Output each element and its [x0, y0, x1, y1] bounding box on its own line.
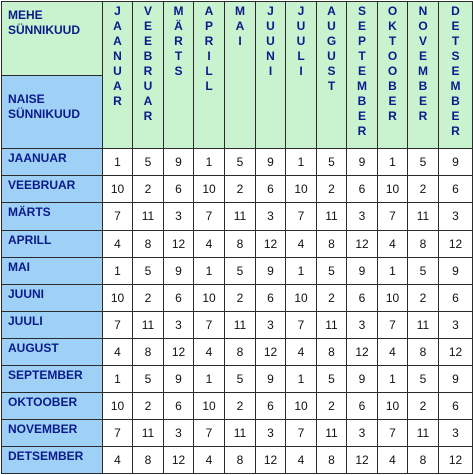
table-cell: 3	[347, 203, 378, 230]
table-cell: 7	[286, 419, 317, 446]
row-header-august: AUGUST	[2, 338, 103, 365]
table-cell: 6	[256, 284, 286, 311]
table-cell: 12	[347, 446, 378, 473]
table-cell: 4	[286, 230, 317, 257]
table-cell: 6	[439, 284, 473, 311]
mother-birth-month-header	[2, 75, 103, 149]
table-cell: 6	[347, 284, 378, 311]
table-cell: 4	[194, 230, 225, 257]
table-row	[2, 284, 473, 311]
row-header-jaanuar: JAANUAR	[2, 149, 103, 176]
table-cell: 8	[225, 338, 256, 365]
table-cell: 11	[133, 419, 164, 446]
table-cell: 8	[317, 446, 347, 473]
table-cell: 3	[256, 419, 286, 446]
column-header-oktoober	[378, 2, 408, 149]
row-header-november: NOVEMBER	[2, 419, 103, 446]
table-cell: 5	[225, 149, 256, 176]
table-cell: 12	[439, 338, 473, 365]
table-cell: 9	[256, 149, 286, 176]
column-header-märts	[164, 2, 194, 149]
table-cell: 6	[439, 176, 473, 203]
table-cell: 2	[317, 176, 347, 203]
table-cell: 7	[194, 311, 225, 338]
table-cell: 7	[378, 203, 408, 230]
row-header-juuli: JUULI	[2, 311, 103, 338]
row-header-juuni: JUUNI	[2, 284, 103, 311]
column-header-label: O K T O O B E R	[387, 4, 398, 123]
table-cell: 7	[194, 203, 225, 230]
table-cell: 3	[439, 419, 473, 446]
row-header-mai: MAI	[2, 257, 103, 284]
table-cell: 1	[194, 257, 225, 284]
table-cell: 2	[408, 284, 439, 311]
table-cell: 12	[347, 338, 378, 365]
table-cell: 3	[164, 311, 194, 338]
table-cell: 12	[347, 230, 378, 257]
table-cell: 11	[133, 311, 164, 338]
table-cell: 5	[408, 149, 439, 176]
table-cell: 2	[133, 284, 164, 311]
table-cell: 5	[133, 257, 164, 284]
table-cell: 9	[439, 149, 473, 176]
table-cell: 6	[256, 392, 286, 419]
table-row	[2, 392, 473, 419]
table-cell: 4	[378, 446, 408, 473]
column-header-label: V E E B R U A R	[143, 4, 153, 123]
table-row	[2, 230, 473, 257]
table-cell: 8	[133, 230, 164, 257]
table-cell: 10	[194, 392, 225, 419]
table-cell: 2	[408, 392, 439, 419]
table-row	[2, 419, 473, 446]
table-cell: 5	[133, 149, 164, 176]
column-header-label: M A I	[235, 4, 245, 48]
table-row	[2, 338, 473, 365]
column-header-august	[317, 2, 347, 149]
table-cell: 10	[103, 392, 133, 419]
table-cell: 5	[225, 365, 256, 392]
table-cell: 2	[408, 176, 439, 203]
table-cell: 11	[225, 419, 256, 446]
table-cell: 4	[286, 446, 317, 473]
table-cell: 4	[103, 230, 133, 257]
table-cell: 9	[439, 365, 473, 392]
table-cell: 11	[225, 311, 256, 338]
table-cell: 6	[347, 392, 378, 419]
table-cell: 9	[347, 257, 378, 284]
table-cell: 1	[286, 257, 317, 284]
table-cell: 4	[103, 338, 133, 365]
table-cell: 6	[164, 176, 194, 203]
table-cell: 8	[408, 338, 439, 365]
column-header-juuni	[256, 2, 286, 149]
table-cell: 10	[286, 176, 317, 203]
table-cell: 9	[439, 257, 473, 284]
table-cell: 5	[317, 257, 347, 284]
table-cell: 5	[408, 365, 439, 392]
table-cell: 9	[256, 257, 286, 284]
table-cell: 1	[194, 365, 225, 392]
column-header-label: D E T S E M B E R	[450, 4, 461, 138]
table-cell: 9	[347, 149, 378, 176]
table-cell: 4	[103, 446, 133, 473]
table-cell: 4	[286, 338, 317, 365]
table-cell: 1	[378, 365, 408, 392]
row-header-veebruar: VEEBRUAR	[2, 176, 103, 203]
column-header-november	[408, 2, 439, 149]
table-cell: 3	[256, 311, 286, 338]
table-cell: 10	[378, 284, 408, 311]
column-header-label: J U U L I	[296, 4, 306, 78]
table-cell: 6	[439, 392, 473, 419]
table-cell: 11	[408, 311, 439, 338]
table-cell: 10	[103, 176, 133, 203]
table-cell: 11	[317, 203, 347, 230]
table-cell: 4	[378, 230, 408, 257]
table-cell: 10	[378, 176, 408, 203]
column-header-label: J A A N U A R	[113, 4, 122, 108]
row-header-oktoober: OKTOOBER	[2, 392, 103, 419]
column-header-label: J U U N I	[266, 4, 275, 78]
table-cell: 8	[317, 230, 347, 257]
table-cell: 2	[225, 284, 256, 311]
table-cell: 3	[347, 311, 378, 338]
table-cell: 12	[164, 338, 194, 365]
table-row	[2, 365, 473, 392]
table-cell: 12	[164, 446, 194, 473]
table-cell: 8	[408, 230, 439, 257]
table-cell: 1	[286, 149, 317, 176]
table-cell: 5	[317, 365, 347, 392]
row-header-aprill: APRILL	[2, 230, 103, 257]
table-cell: 11	[317, 311, 347, 338]
table-cell: 12	[164, 230, 194, 257]
table-cell: 3	[439, 203, 473, 230]
father-label-line-1: MEHE	[8, 8, 43, 22]
table-cell: 1	[103, 149, 133, 176]
table-cell: 7	[286, 311, 317, 338]
table-cell: 1	[286, 365, 317, 392]
row-header-detsember: DETSEMBER	[2, 446, 103, 473]
table-cell: 8	[317, 338, 347, 365]
table-cell: 7	[378, 419, 408, 446]
table-cell: 11	[317, 419, 347, 446]
father-birth-month-header	[2, 2, 103, 76]
table-cell: 11	[408, 203, 439, 230]
table-cell: 6	[164, 392, 194, 419]
table-row	[2, 257, 473, 284]
column-header-label: N O V E M B E R	[418, 4, 428, 123]
table-cell: 1	[103, 257, 133, 284]
table-cell: 3	[439, 311, 473, 338]
table-cell: 2	[133, 176, 164, 203]
table-cell: 7	[103, 311, 133, 338]
table-cell: 8	[225, 230, 256, 257]
table-cell: 12	[256, 446, 286, 473]
table-cell: 5	[225, 257, 256, 284]
birth-month-table	[1, 1, 473, 474]
row-header-september: SEPTEMBER	[2, 365, 103, 392]
table-cell: 10	[194, 284, 225, 311]
table-cell: 1	[378, 257, 408, 284]
table-cell: 7	[194, 419, 225, 446]
father-label-line-2: SÜNNIKUUD	[8, 23, 80, 37]
mother-label-line-2: SÜNNIKUUD	[8, 106, 80, 121]
column-header-label: M Ä R T S	[173, 4, 184, 78]
table-cell: 3	[347, 419, 378, 446]
table-cell: 9	[164, 257, 194, 284]
table-cell: 7	[103, 419, 133, 446]
table-cell: 12	[439, 230, 473, 257]
table-cell: 2	[225, 176, 256, 203]
column-header-jaanuar	[103, 2, 133, 149]
table-cell: 6	[256, 176, 286, 203]
table-cell: 8	[408, 446, 439, 473]
table-cell: 8	[133, 338, 164, 365]
table-cell: 9	[164, 365, 194, 392]
table-cell: 2	[225, 392, 256, 419]
column-header-september	[347, 2, 378, 149]
table-cell: 1	[378, 149, 408, 176]
table-cell: 4	[194, 446, 225, 473]
column-header-aprill	[194, 2, 225, 149]
table-cell: 9	[256, 365, 286, 392]
table-cell: 5	[133, 365, 164, 392]
row-header-märts: MÄRTS	[2, 203, 103, 230]
table-cell: 7	[286, 203, 317, 230]
table-cell: 2	[317, 284, 347, 311]
table-row	[2, 203, 473, 230]
table-cell: 10	[286, 284, 317, 311]
table-cell: 10	[378, 392, 408, 419]
column-header-juuli	[286, 2, 317, 149]
table-cell: 12	[256, 230, 286, 257]
table-cell: 4	[194, 338, 225, 365]
table-cell: 6	[347, 176, 378, 203]
table-row	[2, 311, 473, 338]
table-cell: 1	[194, 149, 225, 176]
table-cell: 7	[103, 203, 133, 230]
table-cell: 9	[164, 149, 194, 176]
table-cell: 5	[408, 257, 439, 284]
table-row	[2, 176, 473, 203]
column-header-label: A P R I L L	[204, 4, 214, 93]
table-cell: 11	[225, 203, 256, 230]
column-header-label: S E P T E M B E R	[357, 4, 367, 138]
table-row	[2, 446, 473, 473]
table-cell: 3	[164, 419, 194, 446]
table-row	[2, 149, 473, 176]
table-cell: 8	[225, 446, 256, 473]
table-cell: 12	[439, 446, 473, 473]
table-cell: 2	[317, 392, 347, 419]
table-cell: 11	[408, 419, 439, 446]
table-cell: 10	[103, 284, 133, 311]
table-cell: 3	[164, 203, 194, 230]
table-cell: 11	[133, 203, 164, 230]
table-cell: 6	[164, 284, 194, 311]
mother-label-line-1: NAISE	[8, 91, 45, 106]
table-cell: 10	[194, 176, 225, 203]
column-header-label: A U G U S T	[326, 4, 337, 93]
table-cell: 2	[133, 392, 164, 419]
table-cell: 1	[103, 365, 133, 392]
table-cell: 7	[378, 311, 408, 338]
table-cell: 10	[286, 392, 317, 419]
table-cell: 3	[256, 203, 286, 230]
column-header-mai	[225, 2, 256, 149]
table-cell: 5	[317, 149, 347, 176]
column-header-detsember	[439, 2, 473, 149]
table-cell: 4	[378, 338, 408, 365]
table-cell: 9	[347, 365, 378, 392]
table-cell: 12	[256, 338, 286, 365]
table-cell: 8	[133, 446, 164, 473]
column-header-veebruar	[133, 2, 164, 149]
